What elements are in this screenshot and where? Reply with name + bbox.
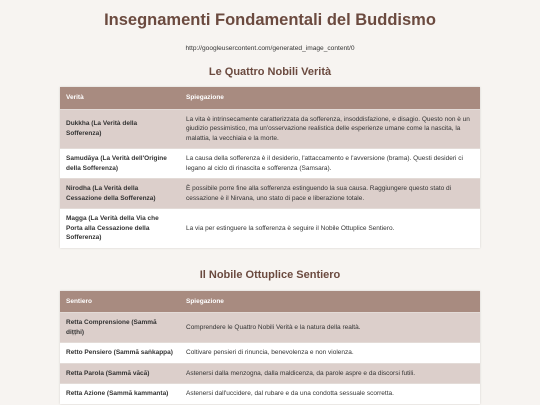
column-header-path: Sentiero xyxy=(60,291,180,313)
row-explanation: Astenersi dall'uccidere, dal rubare e da una condotta sessuale scorretta. xyxy=(180,384,480,404)
row-term: Dukkha (La Verità della Sofferenza) xyxy=(60,109,180,149)
table-row xyxy=(60,384,480,404)
four-noble-truths-table xyxy=(60,87,480,248)
row-term: Retta Parola (Sammā vācā) xyxy=(60,363,180,384)
row-explanation: La causa della sofferenza è il desiderio, l'attaccamento e l'avversione (brama). Questi desideri ci legano al ciclo di rinascita e sofferenza (Samsara). xyxy=(180,149,480,179)
column-header-explanation: Spiegazione xyxy=(180,291,480,313)
row-term: Retta Azione (Sammā kammanta) xyxy=(60,384,180,404)
page-title: Insegnamenti Fondamentali del Buddismo xyxy=(104,11,436,29)
table-row xyxy=(60,313,480,343)
table-row xyxy=(60,179,480,209)
table-header-row xyxy=(60,291,480,313)
row-explanation: La vita è intrinsecamente caratterizzata da sofferenza, insoddisfazione, e disagio. Questo non è un giudizio pessimistico, ma un'osservazione realistica delle esperienze umane come la nascita, la malattia, la vecchiaia e la morte. xyxy=(180,109,480,149)
row-term: Nirodha (La Verità della Cessazione della Sofferenza) xyxy=(60,179,180,209)
row-term: Retta Comprensione (Sammā diṭṭhi) xyxy=(60,313,180,343)
row-explanation: La via per estinguere la sofferenza è seguire il Nobile Ottuplice Sentiero. xyxy=(180,209,480,248)
section-title-four-noble-truths: Le Quattro Nobili Verità xyxy=(208,66,332,78)
eightfold-path-table xyxy=(60,291,480,404)
table-row xyxy=(60,363,480,384)
row-explanation: Coltivare pensieri di rinuncia, benevolenza e non violenza. xyxy=(180,343,480,364)
row-term: Magga (La Verità della Via che Porta alla Cessazione della Sofferenza) xyxy=(60,209,180,248)
column-header-explanation: Spiegazione xyxy=(180,87,480,109)
column-header-truth: Verità xyxy=(60,87,180,109)
table-row xyxy=(60,343,480,364)
table-header-row xyxy=(60,87,480,109)
row-explanation: Comprendere le Quattro Nobili Verità e la natura della realtà. xyxy=(180,313,480,343)
section-title-eightfold-path: Il Nobile Ottuplice Sentiero xyxy=(199,268,341,281)
table-row xyxy=(60,149,480,179)
row-term: Samudāya (La Verità dell'Origine della Sofferenza) xyxy=(60,149,180,179)
row-explanation: Astenersi dalla menzogna, dalla maldicenza, da parole aspre e da discorsi futili. xyxy=(180,363,480,384)
image-url: http://googleusercontent.com/generated_image_content/0 xyxy=(185,45,355,52)
row-explanation: È possibile porre fine alla sofferenza estinguendo la sua causa. Raggiungere questo stato di cessazione è il Nirvana, uno stato di pace e liberazione totale. xyxy=(180,179,480,209)
table-row xyxy=(60,109,480,149)
row-term: Retto Pensiero (Sammā saṅkappa) xyxy=(60,343,180,364)
table-row xyxy=(60,209,480,248)
